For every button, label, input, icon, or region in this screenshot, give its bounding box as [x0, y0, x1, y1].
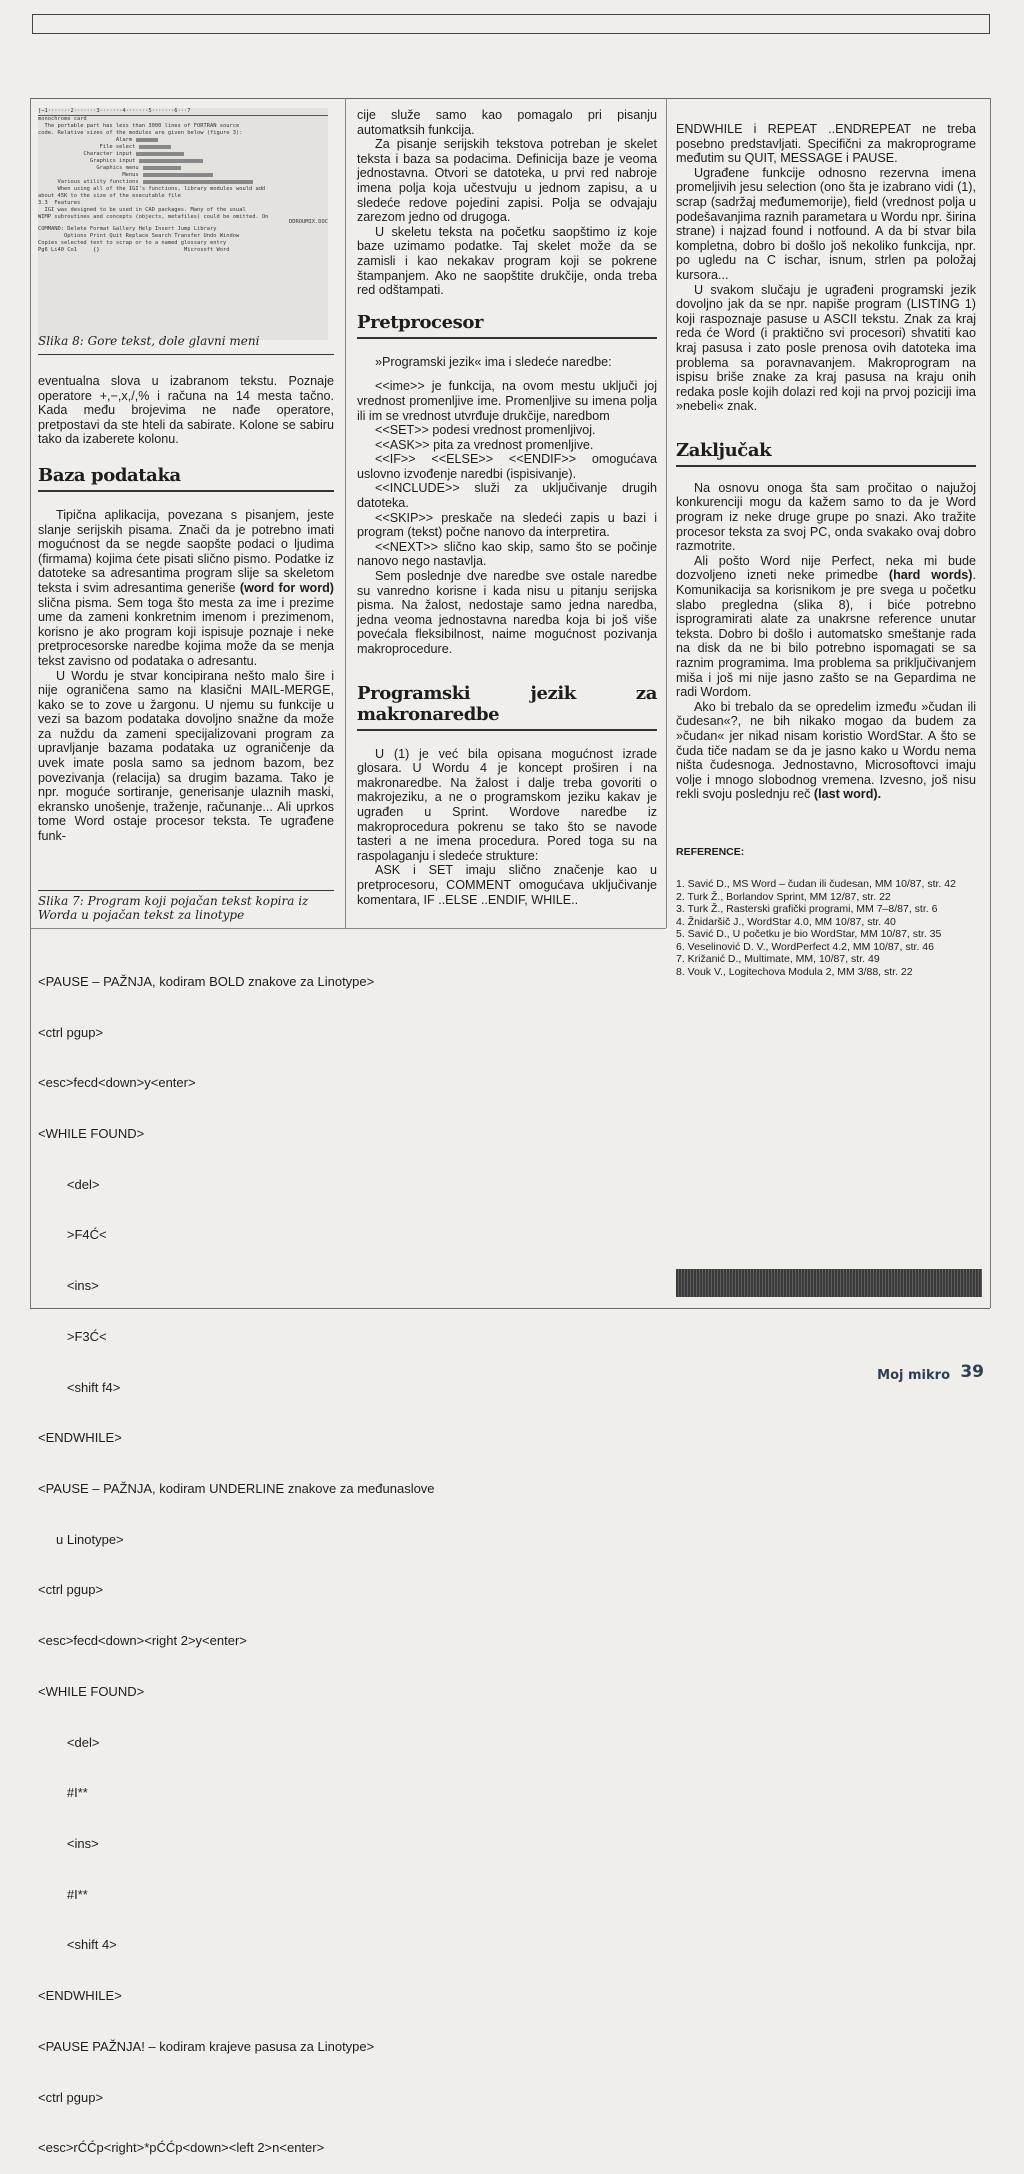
col3-p5-text: Ako bi trebalo da se opredelim između »čudan ili čudesan«?, ne bih nikako mogao da budem za »čudan« jer nikad nisam koristio WordStar. A što se čuda tiče nadam se da je jasno kako u Wordu nema ništa čudesnoga. Jednostavno, Microsoftovci imaju volje i mnogo slobodnog vremena. Izvesno, još nisu rekli svoju poslednju reč: [676, 699, 976, 802]
figure8-menu-line: Options Print Quit Replace Search Transfer Undo Window: [38, 233, 240, 239]
figure8-line: about 45K to the size of the executable file: [38, 193, 181, 199]
reference-item: 8. Vouk V., Logitechova Modula 2, MM 3/88, str. 22: [676, 965, 913, 978]
column-divider-2: [666, 98, 667, 928]
footer-brand: Moj mikro: [877, 1368, 950, 1383]
figure8-size-bar: [143, 166, 181, 170]
listing-line: <ctrl pgup>: [38, 1582, 104, 1598]
col2-paragraph: »Programski jezik« ima i sledeće naredbe:: [375, 354, 612, 369]
reference-item: 6. Veselinović D. V., WordPerfect 4.2, MM 10/87, str. 46: [676, 940, 934, 953]
reference-item: 7. Križanić D., Multimate, MM, 10/87, str. 49: [676, 953, 880, 965]
col2-paragraph: <<IF>> <<ELSE>> <<ENDIF>> omogućava uslovno izvođenje naredbi (ispisivanje).: [357, 452, 657, 481]
listing-line: <PAUSE – PAŽNJA, kodiram UNDERLINE znakove za međunaslove: [38, 1481, 435, 1496]
col3-paragraph: Ugrađene funkcije odnosno rezervna imena promeljivih jesu selection (ono šta je izabrano vidi (1), scrap (sadržaj međumemorije), field (vrednost polja u podešavanjima raznih parametara u Wordu npr. širina strane) i najzad found i notfound. A da bi stvar bila kompletna, dobro bi došlo još nekoliko funkcija, npr. po ugledu na C ischar, isnum, strlen pa položaj kursora...: [676, 165, 976, 282]
heading-baza-podataka: Baza podataka: [38, 465, 334, 492]
col3-paragraph: U svakom slučaju je ugrađeni programski jezik dovoljno jak da se npr. napiše program (LISTING 1) koji raspoznaje pasuse u ASCII tekstu. Znak za kraj reda će Word (i praktično svi procesori) shvatiti kao kraj pasusa i zato posle prenosa ovih datoteka ima problema sa poravnavanjem. Makroprogram na ispisu briše znake za kraj pasusa na kraju onih redaka posle kojih dolazi red koji na prvoj poziciji ima »nebeli« znak.: [676, 282, 976, 414]
figure8-size-bar: [139, 145, 171, 149]
column-3: [676, 122, 976, 802]
figure8-caption: Slika 8: Gore tekst, dole glavni meni: [38, 334, 260, 348]
listing-line: <esc>rĆĆp<right>*pĆĆp<down><left 2>n<enter>: [38, 2140, 325, 2156]
figure8-line: Graphics menu: [38, 165, 139, 171]
col2-paragraph: <<SKIP>> preskače na sledeći zapis u bazi i program (tekst) počne nanovo da interpretira.: [357, 510, 657, 540]
listing-line: <ins>: [38, 1836, 99, 1852]
col2-paragraph: <<ASK>> pita za vrednost promenljive.: [375, 437, 594, 452]
figure8-line: Character input: [38, 151, 133, 157]
heading-zakljucak: Zaključak: [676, 440, 976, 467]
reference-item: 3. Turk Ž., Rasterski grafički programi, MM 7–8/87, str. 6: [676, 903, 938, 915]
frame-top-rule: [30, 98, 990, 99]
references-title: REFERENCE:: [676, 846, 745, 858]
frame-right-rule: [990, 98, 991, 1308]
col2-intro: cije služe samo kao pomagalo pri pisanju automatksih funkcija.: [357, 108, 657, 137]
reference-item: 2. Turk Ž., Borlandov Sprint, MM 12/87, str. 22: [676, 890, 891, 903]
figure8-line: Graphics input: [38, 158, 136, 164]
figure8-ruler: [─1·······2·······3·······4·······5·······6···7: [38, 108, 328, 116]
col1-paragraph: [38, 508, 334, 669]
listing-line: <del>: [38, 1176, 100, 1192]
figure8-size-bar: [136, 152, 184, 156]
figure8-caption-rule: [38, 354, 334, 355]
col2-paragraph: U (1) je već bila opisana mogućnost izrade glosara. U Wordu 4 je koncept proširen i na makronaredbe. Na žalost i dalje treba govoriti o makrojeziku, a ne o programskom jeziku kakav je ugrađen u Sprint. Wordove naredbe iz makroprocedura pokrenu se tako što se navode tasteri a ne imena procedura. Pored toga su na raspolaganju i sledeće strukture:: [357, 746, 657, 863]
col2-paragraph: <<ime>> je funkcija, na ovom mestu uključi joj vrednost promenljive ime. Promenljive su imena polja ili im se vrednost utvrđuje drukčije, naredbom: [357, 379, 657, 423]
figure8-command-area: [38, 219, 328, 254]
col2-paragraph: Sem poslednje dve naredbe sve ostale naredbe su vanredno korisne i kada nisu u pitanju serijska pisma. Na žalost, nedostaje samo jedna naredba, jedna veoma jednostavna naredba koja bi još više povećala fleksibilnost, naime mogućnost pozivanja makroprocedure.: [357, 569, 657, 656]
col2-paragraph: Za pisanje serijskih tekstova potreban je skelet teksta i baza sa podacima. Definicija baze je veoma jednostavna. Otvori se datoteka, u prvi red nabroje imena polja koja učestvuju u jednom zapisu, a u sledeće redove pojedini zapisi. Polja se odvajaju zarezom jedno od drugoga.: [357, 137, 657, 225]
col3-p4-text-cont: . Komunikacija sa korisnikom je pre svega u početku slabo pregledna (slika 8), i biće potrebno isprogramirati alate za unakrsne reference unutar teksta. Dobro bi došlo i automatsko smeštanje rada na disk da ne bi bilo potrebno ispomagati se sa raznim programima. Ima problema sa priključivanjem miša i još mi nije jasno zašto se na Gepardima ne radi Wordom.: [676, 568, 976, 700]
figure8-line: monochrome card: [38, 116, 87, 122]
listing-line: u Linotype>: [38, 1531, 124, 1547]
figure8-line: WIMP subroutines and concepts (objects, metafiles) could be omitted. On: [38, 214, 269, 220]
page-number: 39: [960, 1362, 984, 1382]
figure8-menu-line: COMMAND: Delete Format Gallery Help Insert Jump Library: [38, 226, 217, 232]
heading-pretprocesor: Pretprocesor: [357, 312, 657, 339]
col1-paragraph: U Wordu je stvar koncipirana nešto malo šire i nije ograničena samo na klasični MAIL-MERGE, kako se to zove u žargonu. U njemu su funkcije u vezi sa bazom podataka dovoljno snažne da može za nuždu da zameni specijalizovani program za upravljanje bazama podataka uz ograničenje da uvek imate posla samo sa jednom bazom, bez povezivanja (relacija) sa drugim bazama. Tako je npr. moguće sortiranje, generisanje ulaznih maski, ekransko unošenje, traženje, računanje... Ali uprkos tome Word ostaje procesor teksta. Te ugrađene funk-: [38, 668, 334, 844]
figure8-line: code. Relative sizes of the modules are given below (figure 3):: [38, 130, 243, 136]
col3-p5-bold: (last word).: [813, 787, 882, 802]
figure8-message-line: Copies selected text to scrap or to a named glossary entry: [38, 240, 227, 246]
figure8-line: File select: [38, 144, 136, 150]
figure7-caption: Slika 7: Program koji pojačan tekst kopira iz Worda u pojačan tekst za linotype: [38, 894, 309, 922]
figure8-line: The portable part has less than 3000 lines of FORTRAN source: [38, 123, 240, 129]
column-2: [357, 108, 657, 907]
top-header-bar: [32, 14, 990, 34]
figure8-size-bar: [136, 138, 158, 142]
listing-line: >F4Ć<: [38, 1227, 107, 1243]
figure8-status-line: Pg6 Li40 Co1 {} Microsoft Word: [38, 247, 230, 253]
listing-line: >F3Ć<: [38, 1328, 107, 1344]
figure8-text-area: [38, 116, 328, 221]
col1-intro: eventualna slova u izabranom tekstu. Poznaje operatore +,−,x,/,% i računa na 14 mesta tačno. Kada među brojevima ne nađe operatore, pretpostavi da ste hteli da sabirate. Kolone se sabiru tako da izaberete kolonu.: [38, 374, 334, 447]
heading-programski-jezik: Programski jezik za makronaredbe: [357, 683, 657, 731]
column-divider-1: [345, 98, 346, 928]
listing-divider: [30, 928, 666, 929]
reference-item: 4. Žnidaršič J., WordStar 4.0, MM 10/87, str. 40: [676, 915, 896, 928]
listing-line: #I**: [38, 1886, 88, 1902]
listing-line: <ENDWHILE>: [38, 1430, 122, 1446]
listing-line: #I**: [38, 1785, 88, 1801]
listing-line: <WHILE FOUND>: [38, 1683, 145, 1699]
listing-line: <del>: [38, 1734, 100, 1750]
figure8-line: Various utility functions: [38, 179, 139, 185]
listing-line: <ctrl pgup>: [38, 2089, 104, 2105]
col3-intro: ENDWHILE i REPEAT ..ENDREPEAT ne treba posebno predstavljati. Specifični za makroprograme međutim su QUIT, MESSAGE i PAUSE.: [676, 122, 976, 166]
column-1: [38, 374, 334, 844]
listing-line: <ENDWHILE>: [38, 1988, 122, 2004]
col3-p4-bold: (hard words): [888, 568, 973, 583]
figure7-caption-rule: [38, 890, 334, 891]
listing-line: <PAUSE – PAŽNJA, kodiram BOLD znakove za Linotype>: [38, 973, 375, 989]
col3-paragraph: Na osnovu onoga šta sam pročitao o najužoj konkurenciji mogu da kažem samo to da je Word program iz neke druge grupe po snazi. Ako tražite procesor teksta za svoj PC, onda svakako ovaj dobro razmotrite.: [676, 480, 976, 554]
col3-p4-text: Ali pošto Word nije Perfect, neka mi bude dozvoljeno izneti neke primedbe: [676, 553, 976, 583]
listing-line: <PAUSE PAŽNJA! – kodiram krajeve pasusa za Linotype>: [38, 2038, 375, 2054]
figure8-word-screen: [38, 108, 328, 340]
col2-paragraph: <<NEXT>> slično kao skip, samo što se počinje nanovo nego nastavlja.: [357, 539, 657, 569]
references-list: [676, 878, 976, 978]
col3-paragraph: [676, 554, 976, 700]
col2-paragraph: U skeletu teksta na početku saopštimo iz koje baze uzimamo podatke. Taj skelet može da se zamisli i kao nekakav program koji se pokrene štampanjem. Ako ne saopštite drukčije, onda treba red odštampati.: [357, 224, 657, 298]
figure8-line: When using all of the IGI's functions, library modules would add: [38, 186, 266, 192]
figure8-size-bar: [143, 180, 253, 184]
frame-left-rule: [30, 98, 31, 1308]
figure8-line: Menus: [38, 172, 139, 178]
col2-paragraph: <<SET>> podesi vrednost promenljivoj.: [375, 423, 596, 438]
figure8-size-bar: [139, 159, 203, 163]
col1-p1-bold: (word for word): [239, 580, 335, 595]
listing-line: <ctrl pgup>: [38, 1024, 104, 1040]
figure8-line: Alarm: [38, 137, 133, 143]
col2-paragraph: <<INCLUDE>> služi za uključivanje drugih datoteka.: [357, 481, 657, 511]
col2-paragraph: ASK i SET imaju slično značenje kao u pretprocesoru, COMMENT omogućava uključivanje komentara, IF ..ELSE ..ENDIF, WHILE..: [357, 863, 657, 907]
listing-line: <shift f4>: [38, 1379, 121, 1395]
listing-line: <esc>fecd<down><right 2>y<enter>: [38, 1633, 247, 1649]
col1-p1-text: Tipična aplikacija, povezana s pisanjem, jeste slanje serijskih pisama. Znači da je potrebno imati mogućnost da se negde saopšte podaci o ljudima (firmama) kojima ćete pisati slično pismo. Podatke iz datoteke sa adresantima program slije sa skeletom teksta i svim adresantima generiše: [38, 507, 334, 595]
figure8-docname: DDROUMIX.DOC: [38, 219, 328, 226]
reference-item: 1. Savić D., MS Word – čudan ili čudesan, MM 10/87, str. 42: [676, 878, 956, 890]
figure8-line: 3.3 Features: [38, 200, 81, 206]
listing-line: <ins>: [38, 1278, 99, 1294]
figure8-size-bar: [143, 173, 213, 177]
figure8-line: IGI was designed to be used in CAD packages. Many of the usual: [38, 207, 246, 213]
reference-item: 5. Savić D., U početku je bio WordStar, MM 10/87, str. 35: [676, 928, 942, 940]
col1-p1-text-cont: slična pisma. Sem toga što mesta za ime i prezime ume da zameni konkretnim imenom i prezimenom, korisno je ako program koji ispisuje poznaje i neke pretprocesorske naredbe kojima može da se menja tekst zavisno od podataka o adresantu.: [38, 595, 334, 668]
listing-line: <shift 4>: [38, 1937, 117, 1953]
listing-line: <WHILE FOUND>: [38, 1125, 145, 1141]
col3-paragraph: [676, 700, 976, 802]
dark-print-band: [676, 1269, 982, 1297]
macro-listing: [38, 940, 658, 2174]
listing-line: <esc>fecd<down>y<enter>: [38, 1075, 196, 1091]
